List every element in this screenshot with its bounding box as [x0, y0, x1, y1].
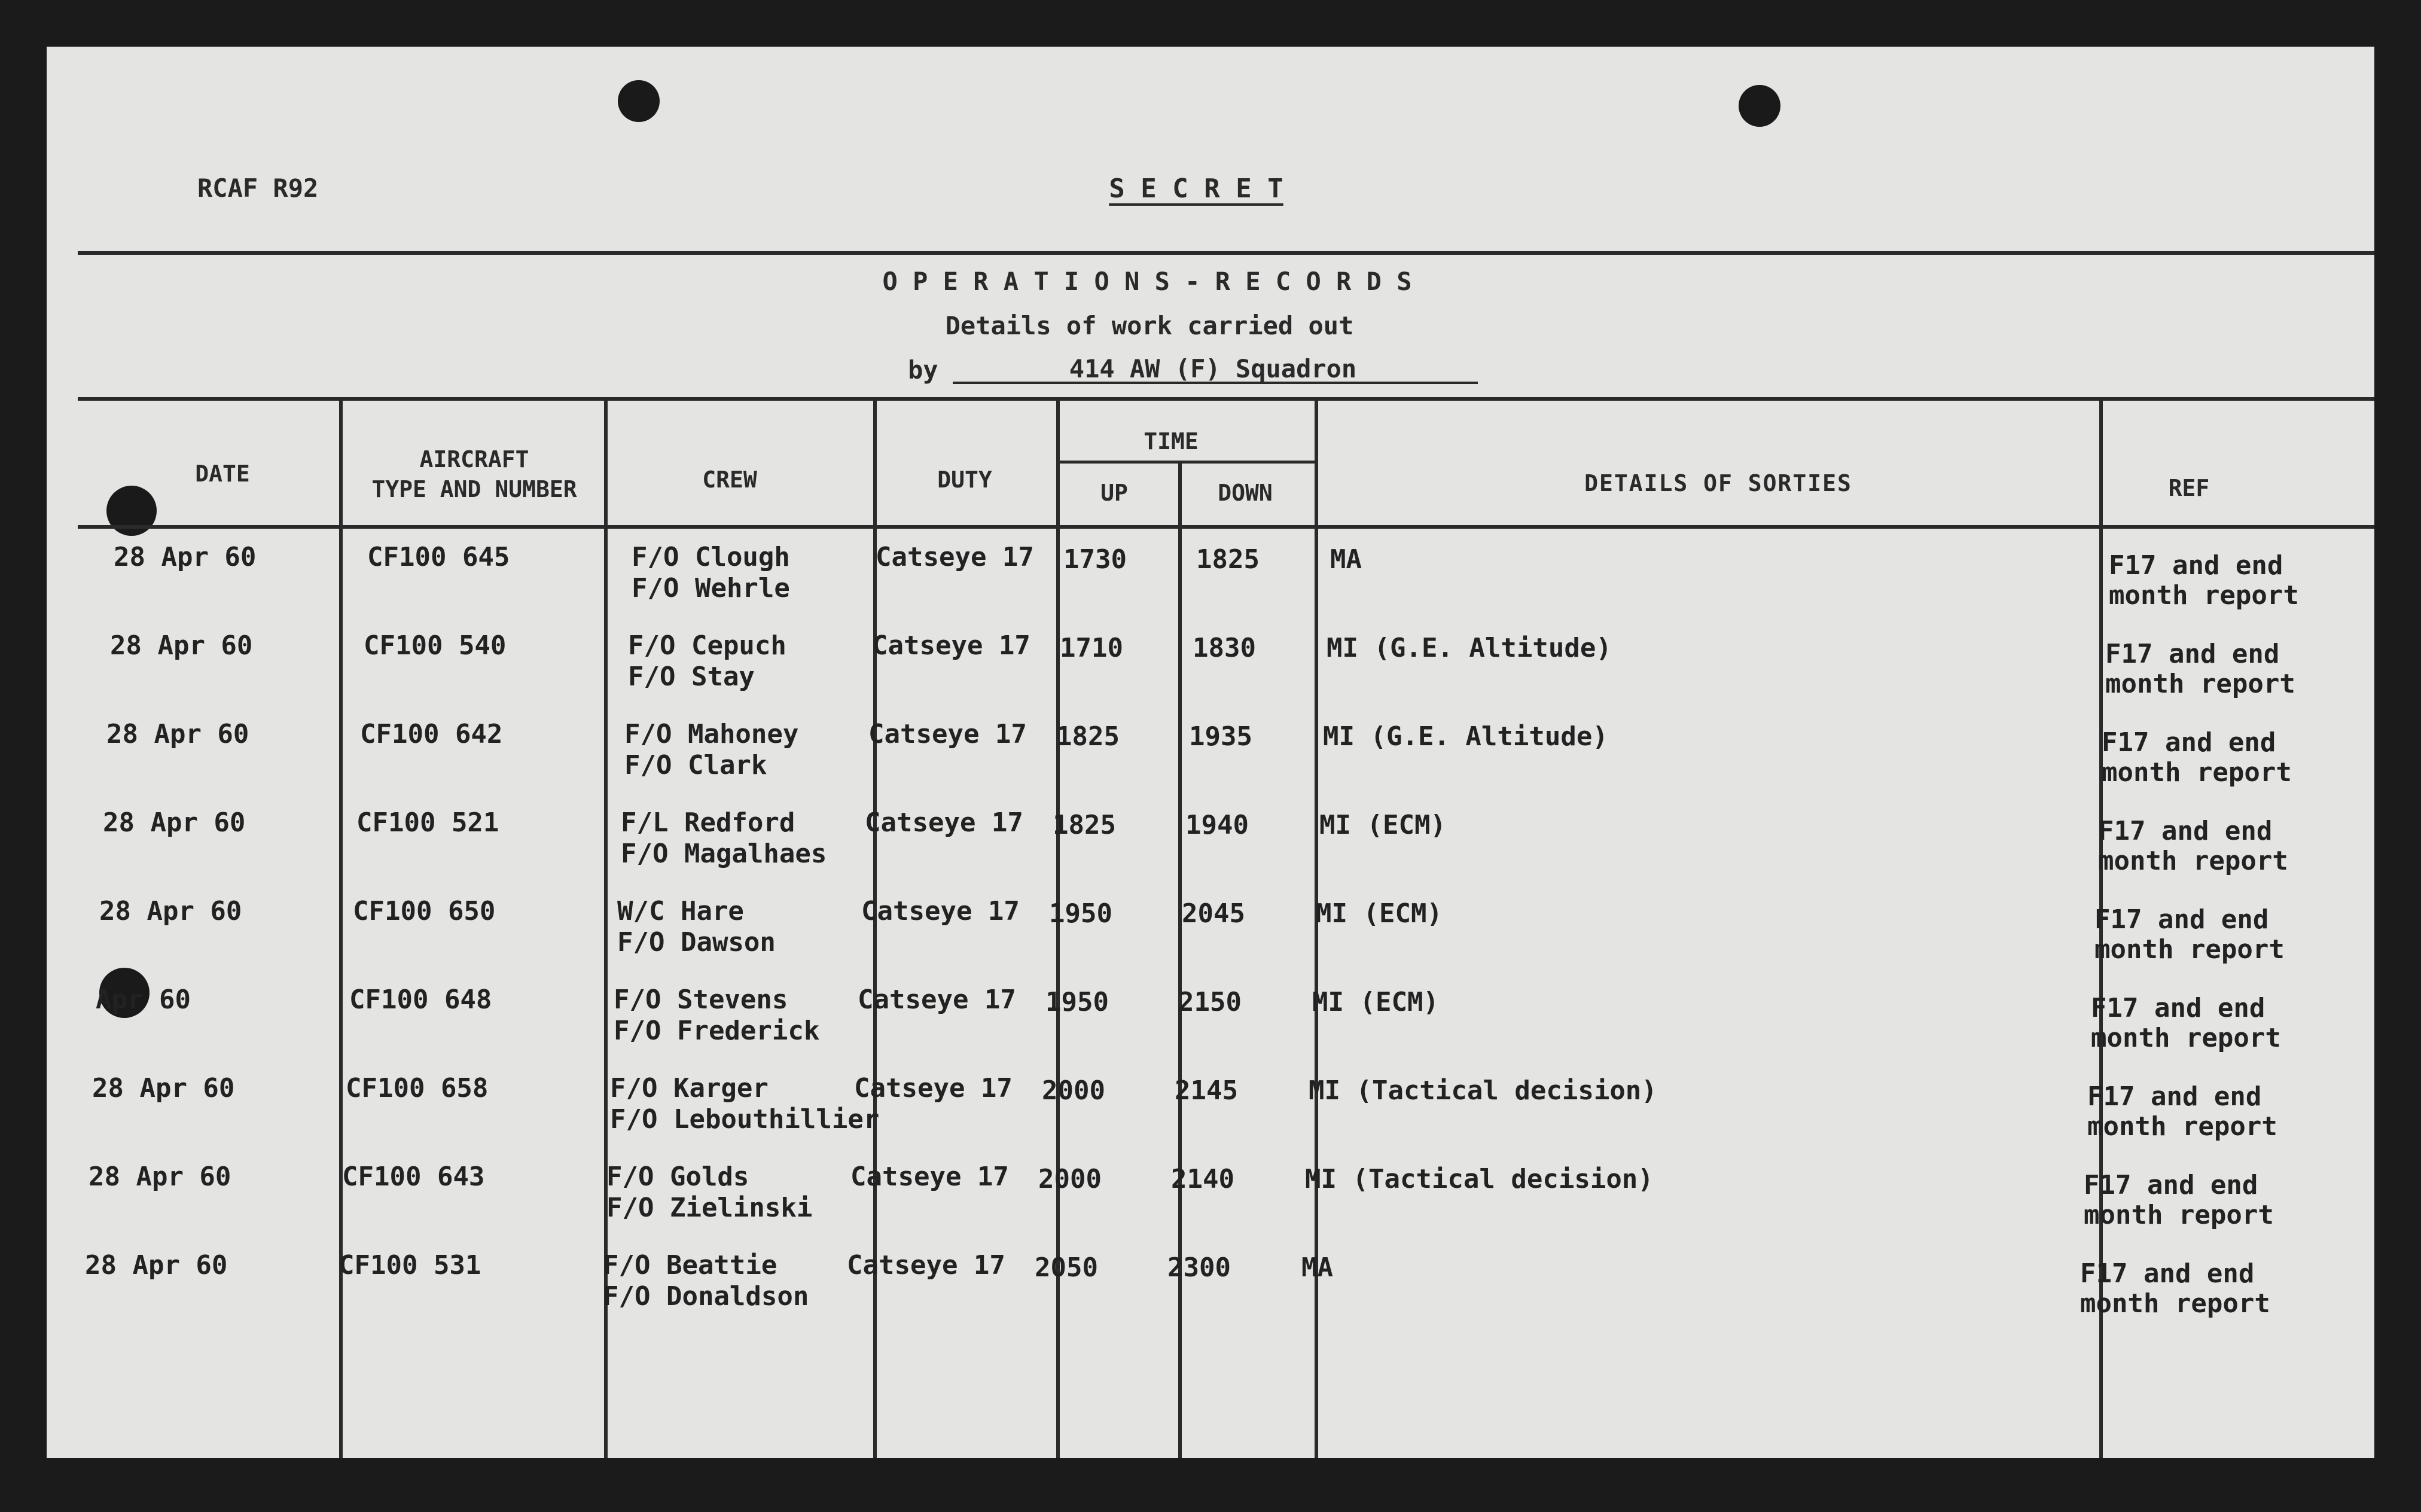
col-header-aircraft-sub: TYPE AND NUMBER [371, 476, 577, 502]
cell-crew2: F/O Zielinski [606, 1193, 813, 1223]
cell-crew2: F/O Stay [628, 662, 755, 692]
unit-name: 414 AW (F) Squadron [1069, 354, 1357, 383]
cell-ref2: month report [2109, 580, 2299, 611]
cell-details: MI (G.E. Altitude) [1327, 633, 1612, 663]
cell-crew1: F/O Stevens [614, 984, 788, 1015]
col-header-aircraft: AIRCRAFT [419, 446, 529, 472]
cell-aircraft: CF100 650 [353, 896, 496, 926]
cell-up: 2050 [1035, 1252, 1098, 1283]
cell-ref1: F17 and end [2102, 727, 2276, 758]
cell-down: 2140 [1171, 1164, 1234, 1194]
cell-aircraft: CF100 642 [360, 719, 503, 749]
time-split-rule [1056, 461, 1315, 464]
cell-crew1: F/O Cepuch [628, 630, 786, 661]
cell-duty: Catseye 17 [876, 542, 1034, 572]
cell-up: 1825 [1053, 810, 1116, 840]
cell-date: 28 Apr 60 [89, 1162, 231, 1192]
cell-duty: Catseye 17 [847, 1250, 1005, 1281]
col-header-ref: REF [2168, 475, 2210, 501]
cell-details: MI (G.E. Altitude) [1323, 721, 1608, 752]
cell-details: MI (ECM) [1316, 898, 1443, 929]
cell-crew1: F/O Mahoney [624, 719, 799, 749]
punch-hole [1739, 85, 1780, 127]
classification-label: S E C R E T [1109, 173, 1283, 204]
cell-ref1: F17 and end [2109, 550, 2283, 581]
cell-ref1: F17 and end [2087, 1081, 2262, 1112]
cell-crew1: F/O Clough [632, 542, 790, 572]
cell-details: MA [1301, 1252, 1333, 1283]
cell-crew2: F/O Dawson [617, 927, 776, 958]
col-header-details: DETAILS OF SORTIES [1584, 470, 1852, 496]
cell-up: 1825 [1056, 721, 1120, 752]
col-header-up: UP [1100, 480, 1128, 506]
cell-ref2: month report [2080, 1288, 2270, 1319]
table-header-rule [78, 525, 2374, 529]
cell-ref2: month report [2084, 1200, 2274, 1230]
cell-down: 2045 [1182, 898, 1245, 929]
cell-ref2: month report [2094, 934, 2285, 965]
cell-duty: Catseye 17 [861, 896, 1020, 926]
col-header-date: DATE [195, 461, 250, 487]
cell-aircraft: CF100 643 [342, 1162, 485, 1192]
cell-aircraft: CF100 648 [349, 984, 492, 1015]
cell-date: 28 Apr 60 [110, 630, 253, 661]
header-rule [78, 251, 2374, 255]
cell-duty: Catseye 17 [854, 1073, 1013, 1103]
cell-up: 1950 [1045, 987, 1109, 1017]
cell-down: 2150 [1178, 987, 1242, 1017]
cell-ref1: F17 and end [2091, 993, 2266, 1023]
cell-ref2: month report [2087, 1111, 2277, 1142]
cell-crew2: F/O Lebouthillier [610, 1104, 880, 1135]
cell-aircraft: CF100 521 [356, 807, 499, 838]
cell-ref2: month report [2102, 757, 2292, 788]
cell-ref1: F17 and end [2094, 904, 2269, 935]
cell-date: 28 Apr 60 [92, 1073, 235, 1103]
cell-duty: Catseye 17 [865, 807, 1023, 838]
cell-down: 2300 [1167, 1252, 1231, 1283]
cell-details: MI (ECM) [1312, 987, 1439, 1017]
cell-crew2: F/O Magalhaes [621, 839, 827, 869]
by-label: by [908, 355, 938, 385]
cell-down: 1825 [1196, 544, 1260, 575]
cell-crew2: F/O Wehrle [632, 573, 790, 603]
cell-ref2: month report [2098, 846, 2288, 876]
cell-up: 1710 [1060, 633, 1123, 663]
cell-aircraft: CF100 645 [367, 542, 510, 572]
cell-up: 2000 [1038, 1164, 1102, 1194]
cell-details: MA [1330, 544, 1362, 575]
cell-crew1: F/O Beattie [603, 1250, 777, 1281]
page-subtitle: Details of work carried out [945, 311, 1354, 340]
cell-date: 28 Apr 60 [114, 542, 257, 572]
cell-crew2: F/O Clark [624, 750, 767, 781]
cell-down: 1830 [1193, 633, 1256, 663]
cell-aircraft: CF100 658 [346, 1073, 489, 1103]
col-divider [1178, 461, 1182, 1458]
cell-crew1: F/O Golds [606, 1162, 749, 1192]
cell-ref1: F17 and end [2080, 1258, 2255, 1289]
page-title: O P E R A T I O N S - R E C O R D S [882, 267, 1412, 296]
form-code: RCAF R92 [197, 173, 319, 203]
cell-details: MI (Tactical decision) [1309, 1075, 1657, 1106]
cell-crew1: F/L Redford [621, 807, 795, 838]
cell-up: 1950 [1049, 898, 1112, 929]
col-header-time: TIME [1144, 428, 1199, 455]
cell-date: 28 Apr 60 [99, 896, 242, 926]
col-header-crew: CREW [702, 467, 757, 493]
cell-details: MI (Tactical decision) [1305, 1164, 1654, 1194]
cell-ref1: F17 and end [2105, 639, 2280, 669]
punch-hole [618, 80, 660, 122]
cell-up: 1730 [1063, 544, 1127, 575]
cell-crew2: F/O Donaldson [603, 1281, 809, 1312]
cell-duty: Catseye 17 [850, 1162, 1009, 1192]
cell-crew1: W/C Hare [617, 896, 744, 926]
cell-down: 1935 [1189, 721, 1252, 752]
col-divider [339, 397, 343, 1458]
cell-duty: Catseye 17 [872, 630, 1030, 661]
cell-crew2: F/O Frederick [614, 1016, 820, 1046]
cell-duty: Catseye 17 [858, 984, 1016, 1015]
cell-date: 28 Apr 60 [103, 807, 246, 838]
col-header-down: DOWN [1218, 480, 1273, 506]
cell-down: 2145 [1175, 1075, 1238, 1106]
record-sheet [47, 47, 2374, 1458]
col-header-duty: DUTY [937, 467, 992, 493]
cell-down: 1940 [1185, 810, 1249, 840]
cell-details: MI (ECM) [1319, 810, 1446, 840]
table-top-rule [78, 397, 2374, 401]
cell-ref1: F17 and end [2098, 816, 2273, 846]
cell-date: 28 Apr 60 [106, 719, 249, 749]
cell-duty: Catseye 17 [868, 719, 1027, 749]
cell-aircraft: CF100 540 [364, 630, 507, 661]
cell-date: Apr 60 [96, 984, 191, 1015]
cell-crew1: F/O Karger [610, 1073, 769, 1103]
cell-ref1: F17 and end [2084, 1170, 2258, 1200]
cell-date: 28 Apr 60 [85, 1250, 228, 1281]
cell-up: 2000 [1042, 1075, 1105, 1106]
cell-ref2: month report [2091, 1023, 2281, 1053]
cell-aircraft: CF100 531 [339, 1250, 481, 1281]
cell-ref2: month report [2105, 669, 2295, 699]
